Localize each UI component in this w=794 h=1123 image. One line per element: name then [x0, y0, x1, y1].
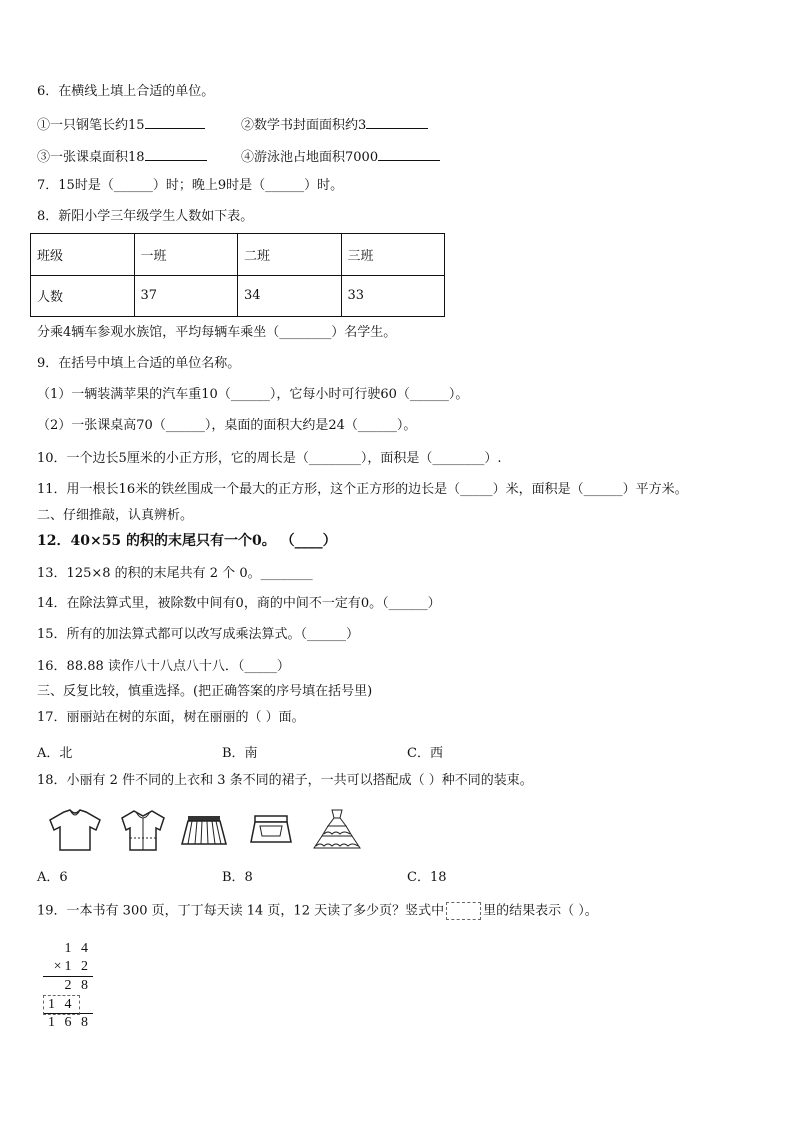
frilly-dress-icon — [312, 808, 362, 850]
q7-text: 7．15时是（______）时；晚上9时是（______）时。 — [37, 178, 344, 193]
section-3-heading: 三、反复比较，慎重选择。(把正确答案的序号填在括号里) — [37, 684, 373, 699]
q6-item-1 — [37, 116, 205, 134]
table-cell: 37 — [134, 275, 238, 317]
q13-text: 13．125×8 的积的末尾共有 2 个 0。________ — [37, 566, 313, 581]
q8-tail: 分乘4辆车参观水族馆，平均每辆车乘坐（________）名学生。 — [37, 325, 397, 340]
answer-blank[interactable] — [145, 116, 205, 129]
answer-blank[interactable] — [378, 148, 440, 161]
q6-item-1-text: ①一只钢笔长约15 — [37, 118, 145, 133]
table-cell: 一班 — [134, 234, 238, 276]
q11-text: 11．用一根长16米的铁丝围成一个最大的正方形，这个正方形的边长是（_____）米，面积是（______）平方米。 — [37, 482, 688, 497]
section-2-heading: 二、仔细推敲，认真辨析。 — [37, 508, 194, 523]
dashed-box — [446, 902, 481, 920]
vertical-multiplication — [43, 940, 93, 1032]
table-cell: 二班 — [238, 234, 342, 276]
q18-stem: 18．小丽有 2 件不同的上衣和 3 条不同的裙子，一共可以搭配成（ ）种不同的装束。 — [37, 773, 533, 788]
q19-stem — [37, 902, 598, 920]
q8-title: 8．新阳小学三年级学生人数如下表。 — [37, 209, 254, 224]
table-cell: 33 — [341, 275, 445, 317]
q17-option-b[interactable]: B．南 — [222, 746, 258, 761]
calc-line-1: 1 4 — [64, 941, 91, 956]
q9-line-2: （2）一张课桌高70（______），桌面的面积大约是24（______）。 — [37, 418, 417, 433]
q9-title: 9．在括号中填上合适的单位名称。 — [37, 356, 241, 371]
table-cell: 34 — [238, 275, 342, 317]
table-row — [31, 275, 445, 317]
q17-option-c[interactable]: C．西 — [407, 746, 443, 761]
q15-text: 15．所有的加法算式都可以改写成乘法算式。（______） — [37, 627, 360, 642]
answer-blank[interactable] — [145, 148, 207, 161]
q18-option-a[interactable]: A．6 — [37, 870, 68, 885]
q19-stem-part-1: 19．一本书有 300 页，丁丁每天读 14 页，12 天读了多少页？竖式中 — [37, 903, 445, 919]
q12-text: 12．40×55 的积的末尾只有一个0。 （____） — [37, 533, 337, 549]
table-cell: 班级 — [31, 234, 135, 276]
table-header-row — [31, 234, 445, 276]
calc-line-5: 1 6 8 — [43, 1013, 93, 1032]
calc-line-4 — [43, 995, 93, 1013]
q19-stem-part-2: 里的结果表示（ ）。 — [483, 903, 598, 919]
q6-item-2-text: ②数学书封面面积约3 — [241, 118, 367, 133]
calc-dashed-partial: 1 4 — [43, 995, 80, 1015]
answer-blank[interactable] — [366, 116, 428, 129]
q18-option-b[interactable]: B．8 — [222, 870, 253, 885]
calc-line-2: ×1 2 — [53, 959, 91, 974]
q6-item-2 — [241, 116, 428, 134]
short-skirt-icon — [248, 814, 294, 846]
q6-title: 6．在横线上填上合适的单位。 — [37, 84, 215, 99]
q6-item-4 — [241, 148, 440, 166]
q16-text: 16．88.88 读作八十八点八十八．（_____） — [37, 659, 290, 674]
table-cell: 三班 — [341, 234, 445, 276]
table-cell: 人数 — [31, 275, 135, 317]
shirt-icon — [46, 808, 104, 852]
q6-item-4-text: ④游泳池占地面积7000 — [241, 150, 379, 165]
q9-line-1: （1）一辆装满苹果的汽车重10（______），它每小时可行驶60（______）。 — [37, 387, 469, 402]
q18-option-c[interactable]: C．18 — [407, 870, 447, 885]
q6-item-3 — [37, 148, 207, 166]
blouse-icon — [118, 808, 168, 852]
q6-item-3-text: ③一张课桌面积18 — [37, 150, 145, 165]
q14-text: 14．在除法算式里，被除数中间有0，商的中间不一定有0。（______） — [37, 596, 441, 611]
q17-stem: 17．丽丽站在树的东面，树在丽丽的（ ）面。 — [37, 710, 305, 725]
q10-text: 10．一个边长5厘米的小正方形，它的周长是（________），面积是（________）. — [37, 451, 502, 466]
class-table — [30, 233, 445, 317]
calc-line-3: 2 8 — [43, 976, 93, 995]
pleated-skirt-icon — [180, 814, 228, 846]
q17-option-a[interactable]: A．北 — [37, 746, 73, 761]
